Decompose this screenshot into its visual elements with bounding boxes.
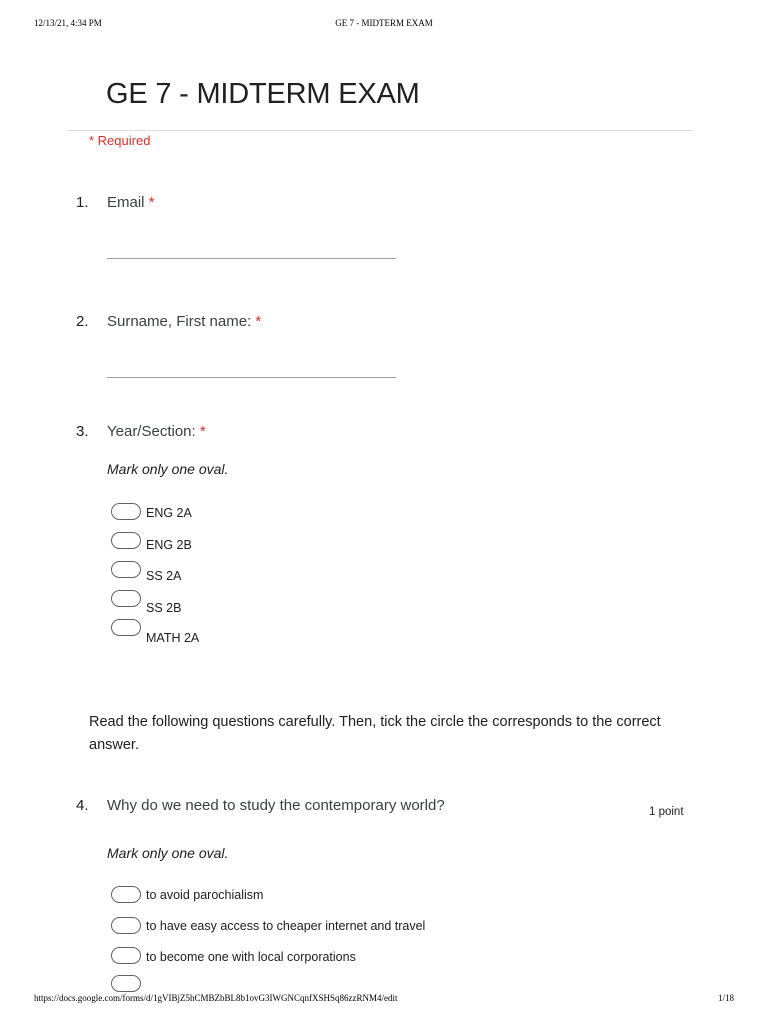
option-label: SS 2B (146, 601, 182, 615)
radio-oval[interactable] (111, 561, 141, 578)
radio-oval[interactable] (111, 886, 141, 903)
radio-oval[interactable] (111, 590, 141, 607)
required-note: * Required (89, 133, 151, 148)
question-number: 4. (76, 797, 89, 814)
email-input[interactable] (107, 258, 396, 259)
question-label: Why do we need to study the contemporary world? (107, 797, 445, 814)
mark-instruction: Mark only one oval. (107, 461, 229, 477)
option-label: to become one with local corporations (146, 950, 356, 964)
print-footer (0, 993, 768, 1007)
radio-oval[interactable] (111, 503, 141, 520)
print-datetime: 12/13/21, 4:34 PM (34, 18, 102, 28)
points-badge: 1 point (649, 806, 684, 818)
radio-oval[interactable] (111, 975, 141, 992)
radio-oval[interactable] (111, 947, 141, 964)
form-title: GE 7 - MIDTERM EXAM (106, 78, 420, 110)
title-divider (67, 130, 693, 131)
question-number: 1. (76, 194, 89, 211)
name-input[interactable] (107, 377, 396, 378)
radio-oval[interactable] (111, 917, 141, 934)
option-label: MATH 2A (146, 631, 200, 645)
option-label: ENG 2B (146, 538, 192, 552)
page-number: 1/18 (717, 993, 734, 1003)
option-label: to have easy access to cheaper internet and travel (146, 919, 426, 933)
question-number: 2. (76, 313, 89, 330)
question-label: Year/Section: * (107, 423, 206, 440)
required-asterisk: * (148, 194, 155, 211)
option-label: to avoid parochialism (146, 888, 264, 902)
option-label: ENG 2A (146, 506, 192, 520)
question-label: Email * (107, 194, 155, 211)
mark-instruction: Mark only one oval. (107, 845, 229, 861)
radio-oval[interactable] (111, 532, 141, 549)
question-number: 3. (76, 423, 89, 440)
section-instructions: Read the following questions carefully. Then, tick the circle the corresponds to the correct answer. (89, 714, 661, 753)
print-page-title: GE 7 - MIDTERM EXAM (335, 18, 433, 28)
required-asterisk: * (199, 423, 206, 440)
print-header (0, 18, 768, 32)
radio-oval[interactable] (111, 619, 141, 636)
required-asterisk: * (255, 313, 262, 330)
question-label: Surname, First name: * (107, 313, 262, 330)
option-label: SS 2A (146, 569, 182, 583)
print-url: https://docs.google.com/forms/d/1gVIBjZ5hCMBZbBL8b1ovG3IWGNCqnfXSHSq86zzRNM4/edit (34, 993, 398, 1003)
